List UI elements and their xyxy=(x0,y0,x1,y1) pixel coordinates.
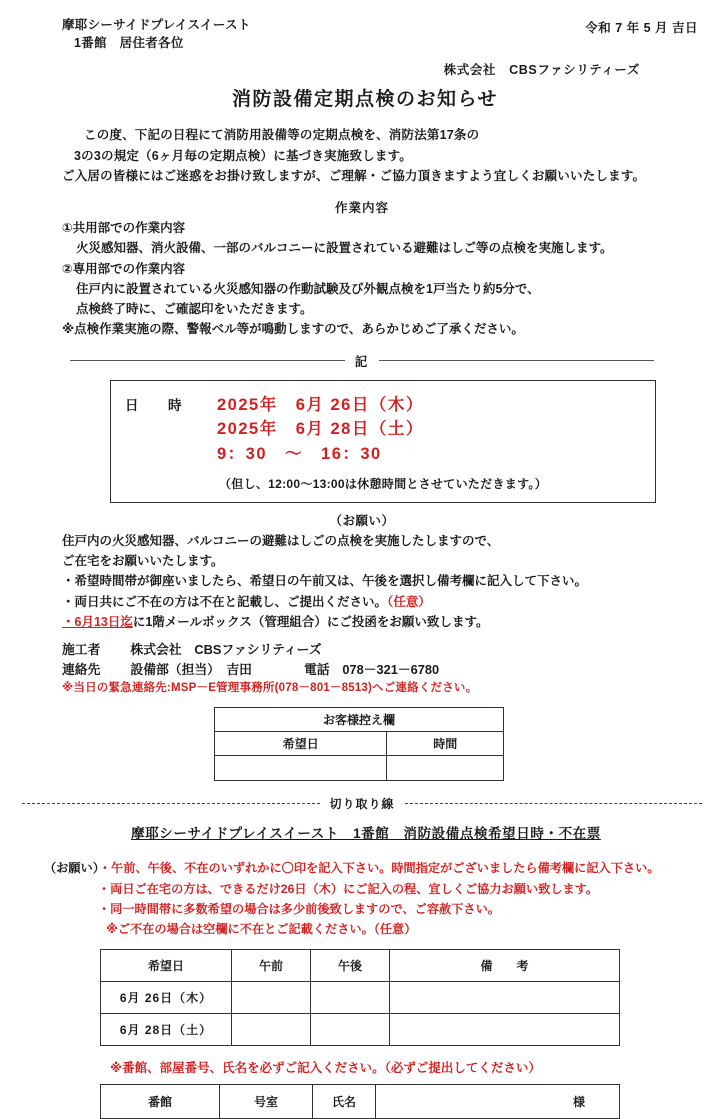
contact-label: 連絡先 xyxy=(62,661,101,677)
cut-dash-left xyxy=(22,803,320,804)
schedule-row-3 xyxy=(111,442,655,467)
work-item-1-title: ①共用部での作業内容 xyxy=(62,221,186,235)
request-bullet-2-optional: （任意） xyxy=(387,594,431,609)
request-heading: （お願い） xyxy=(329,513,395,528)
resident-info-table xyxy=(100,1084,620,1119)
work-block xyxy=(0,216,724,340)
form-request-3: ・同一時間帯に多数希望の場合は多少前後致しますので、ご容赦下さい。 xyxy=(98,901,500,916)
cut-line-label: 切り取り線 xyxy=(329,797,395,812)
request-line-1: 住戸内の火災感知器、バルコニーの避難はしごの点検を実施したしますので、 xyxy=(62,533,500,548)
schedule-time: 9：30 ～ 16：30 xyxy=(217,445,382,463)
work-item-2-body-2: 点検終了時に、ご確認印をいただきます。 xyxy=(76,302,313,316)
wish-col-note: 備 考 xyxy=(390,949,620,981)
request-bullet-1: ・希望時間帯が御座いましたら、希望日の午前又は、午後を選択し備考欄に記入して下さい。 xyxy=(62,574,588,589)
schedule-note: （但し、12:00～13:00は休憩時間とさせていただきます。） xyxy=(218,476,548,491)
ki-divider xyxy=(70,352,654,370)
ki-line-right xyxy=(379,360,654,361)
addressee-block xyxy=(62,16,251,52)
intro-line-2: 3の3の規定（6ヶ月毎の定期点検）に基づき実施致します。 xyxy=(74,148,412,163)
work-item-1-body: 火災感知器、消火設備、一部のバルコニーに設置されている避難はしご等の点検を実施します。 xyxy=(76,241,613,256)
customer-copy-table xyxy=(214,707,504,781)
page-title: 消防設備定期点検のお知らせ xyxy=(232,89,498,111)
wish-table xyxy=(100,949,620,1046)
contact-tel: 電話 078－321－6780 xyxy=(303,661,440,677)
issue-date: 令和 7 年 5 月 吉日 xyxy=(585,21,698,35)
form-request-1: ・午前、午後、不在のいずれかに〇印を記入下さい。時間指定がございましたら備考欄に記入下さい。 xyxy=(98,861,660,876)
schedule-box xyxy=(110,380,656,503)
intro-block xyxy=(0,111,724,186)
contractor-label: 施工者 xyxy=(62,642,101,657)
customer-copy-col-date: 希望日 xyxy=(215,732,387,756)
work-heading: 作業内容 xyxy=(334,201,389,215)
request-bullet-2-text: ・両日共にご不在の方は不在と記載し、ご提出ください。 xyxy=(62,594,388,609)
request-block xyxy=(0,529,724,632)
form-request-4: ※ご不在の場合は空欄に不在とご記載ください。（任意） xyxy=(106,921,417,936)
schedule-row-1 xyxy=(111,393,655,418)
customer-copy-table-wrap xyxy=(0,707,724,781)
form-request-2: ・両日ご在宅の方は、できるだけ26日（木）にご記入の程、宜しくご協力お願い致します。 xyxy=(98,881,599,896)
wish-row-2-pm[interactable] xyxy=(311,1013,390,1045)
form-title: 摩耶シーサイドプレイスイースト 1番館 消防設備点検希望日時・不在票 xyxy=(131,826,601,842)
work-caution: ※点検作業実施の際、警報ベル等が鳴動しますので、あらかじめご了承ください。 xyxy=(62,322,524,337)
request-bullet-2 xyxy=(62,592,690,612)
form-request-block xyxy=(0,842,724,939)
customer-copy-date-cell[interactable] xyxy=(215,756,387,781)
bottom-col-building: 番館 xyxy=(101,1084,220,1118)
wish-row-2-am[interactable] xyxy=(232,1013,311,1045)
wish-col-date: 希望日 xyxy=(101,949,232,981)
issuing-company: 株式会社 CBSファシリティーズ xyxy=(443,63,640,78)
bottom-note: ※番館、部屋番号、氏名を必ずご記入ください。（必ずご提出してください） xyxy=(110,1060,541,1075)
cut-dash-right xyxy=(405,803,703,804)
customer-copy-time-cell[interactable] xyxy=(387,756,504,781)
work-item-2-title: ②専用部での作業内容 xyxy=(62,261,186,276)
contact-block xyxy=(0,632,724,697)
table-row xyxy=(215,732,504,756)
contractor-value: 株式会社 CBSファシリティーズ xyxy=(130,642,322,657)
table-row xyxy=(101,1084,620,1118)
emergency-contact: ※当日の緊急連絡先:MSP－E管理事務所(078－801－8513)へご連絡ください。 xyxy=(62,681,478,694)
wish-row-1-am[interactable] xyxy=(232,981,311,1013)
request-bullet-3 xyxy=(62,612,690,632)
table-row xyxy=(215,708,504,732)
wish-row-2-date: 6月 28日（土） xyxy=(101,1013,232,1045)
table-row xyxy=(101,949,620,981)
wish-row-1-note[interactable] xyxy=(390,981,620,1013)
wish-col-pm: 午後 xyxy=(311,949,390,981)
schedule-row-2 xyxy=(111,417,655,442)
work-item-2-body-1: 住戸内に設置されている火災感知器の作動試験及び外観点検を1戸当たり約5分で、 xyxy=(76,281,540,296)
bottom-col-sama[interactable]: 様 xyxy=(376,1084,620,1118)
customer-copy-title: お客様控え欄 xyxy=(215,708,504,732)
wish-row-1-date: 6月 26日（木） xyxy=(101,981,232,1013)
table-row xyxy=(215,756,504,781)
form-request-line-1 xyxy=(44,858,694,878)
table-row xyxy=(101,981,620,1013)
contact-person: 設備部（担当） 吉田 xyxy=(130,661,252,677)
contact-line xyxy=(62,660,690,680)
form-onegai-label: （お願い） xyxy=(44,861,99,876)
contractor-line xyxy=(62,640,690,660)
schedule-label: 日 時 xyxy=(125,397,190,413)
cut-line xyxy=(22,795,702,812)
intro-line-3: ご入居の皆様にはご迷惑をお掛け致しますが、ご理解・ご協力頂きますよう宜しくお願いいたします。 xyxy=(62,168,646,183)
schedule-date-2: 2025年 6月 28日（土） xyxy=(217,420,424,439)
request-bullet-3-rest: に1階メールボックス（管理組合）にご投函をお願い致します。 xyxy=(132,614,489,629)
bottom-col-room: 号室 xyxy=(220,1084,313,1118)
customer-copy-col-time: 時間 xyxy=(387,732,504,756)
request-line-2: ご在宅をお願いいたします。 xyxy=(62,554,224,568)
addressee-line-1: 摩耶シーサイドプレイスイースト xyxy=(62,18,251,32)
wish-row-1-pm[interactable] xyxy=(311,981,390,1013)
ki-label: 記 xyxy=(354,354,370,369)
bottom-table-wrap xyxy=(0,1084,724,1119)
bottom-col-name: 氏名 xyxy=(313,1084,376,1118)
ki-line-left xyxy=(70,360,345,361)
table-row xyxy=(101,1013,620,1045)
addressee-line-2: 1番館 居住者各位 xyxy=(74,36,184,51)
document-header xyxy=(0,0,724,52)
wish-col-am: 午前 xyxy=(232,949,311,981)
wish-table-wrap xyxy=(0,949,724,1046)
schedule-date-1: 2025年 6月 26日（木） xyxy=(217,395,424,414)
wish-row-2-note[interactable] xyxy=(390,1013,620,1045)
request-deadline: ・6月13日迄 xyxy=(62,614,133,629)
intro-line-1: この度、下記の日程にて消防用設備等の定期点検を、消防法第17条の xyxy=(84,128,480,143)
